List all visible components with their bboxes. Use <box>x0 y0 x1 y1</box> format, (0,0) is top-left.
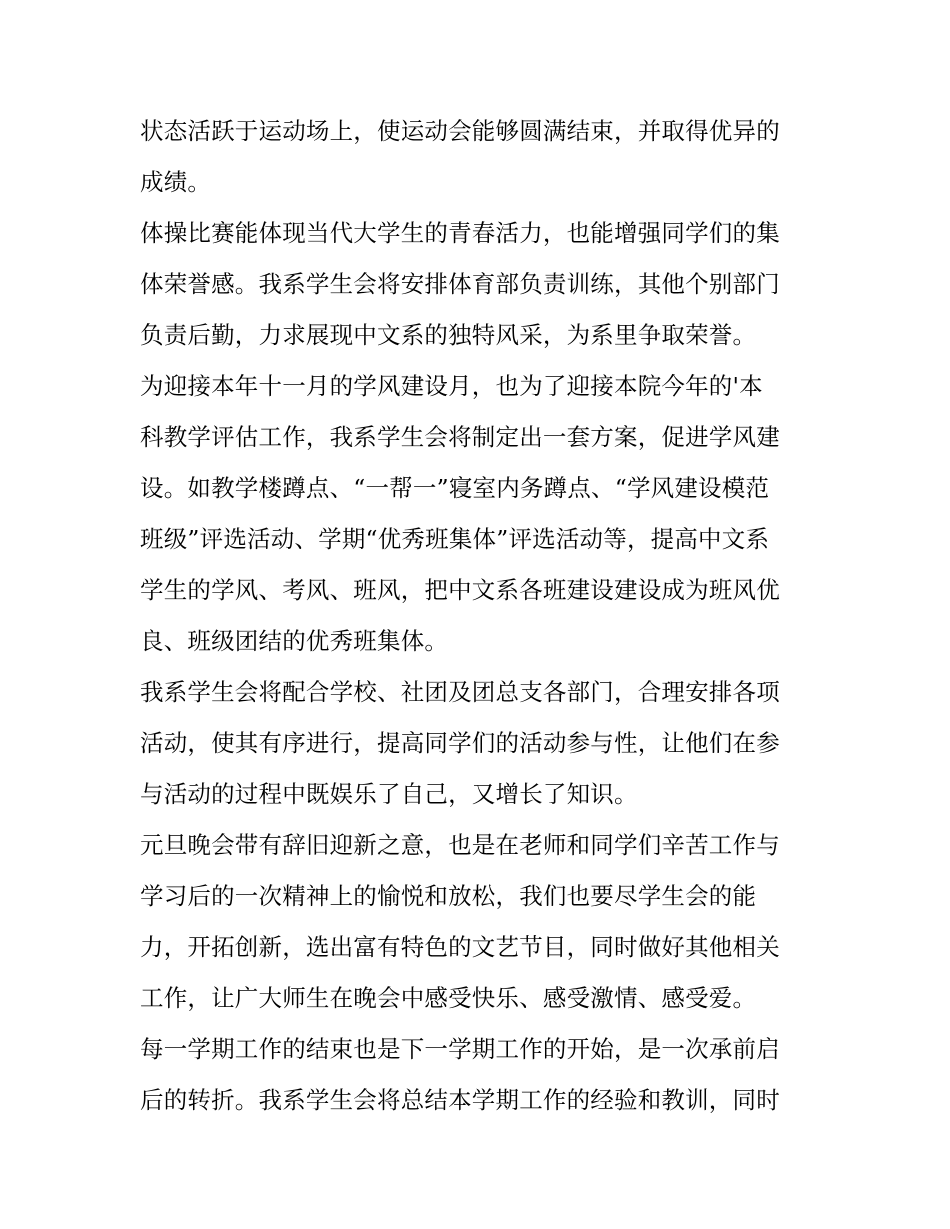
text-line: 活动，使其有序进行，提高同学们的活动参与性，让他们在参 <box>140 729 780 757</box>
text-line: 学生的学风、考风、班风，把中文系各班建设建设成为班风优 <box>140 576 780 604</box>
text-line: 设。如教学楼蹲点、“一帮一”寝室内务蹲点、“学风建设模范 <box>140 474 770 502</box>
text-line: 体操比赛能体现当代大学生的青春活力，也能增强同学们的集 <box>140 219 780 247</box>
text-line: 班级”评选活动、学期“优秀班集体”评选活动等，提高中文系 <box>140 525 770 553</box>
text-line: 负责后勤，力求展现中文系的独特风采，为系里争取荣誉。 <box>140 321 757 349</box>
document-body <box>140 106 820 1126</box>
text-line: 与活动的过程中既娱乐了自己，又增长了知识。 <box>140 780 638 808</box>
text-line: 科教学评估工作，我系学生会将制定出一套方案，促进学风建 <box>140 423 780 451</box>
text-line: 工作，让广大师生在晚会中感受快乐、感受激情、感受爱。 <box>140 984 757 1012</box>
text-line: 我系学生会将配合学校、社团及团总支各部门，合理安排各项 <box>140 678 780 706</box>
text-line: 良、班级团结的优秀班集体。 <box>140 627 449 655</box>
text-line: 元旦晚会带有辞旧迎新之意，也是在老师和同学们辛苦工作与 <box>140 831 780 859</box>
text-line: 状态活跃于运动场上，使运动会能够圆满结束，并取得优异的 <box>140 117 780 145</box>
text-line: 为迎接本年十一月的学风建设月，也为了迎接本院今年的'本 <box>140 372 763 400</box>
text-line: 后的转折。我系学生会将总结本学期工作的经验和教训，同时 <box>140 1086 780 1114</box>
text-line: 每一学期工作的结束也是下一学期工作的开始，是一次承前启 <box>140 1035 780 1063</box>
text-line: 学习后的一次精神上的愉悦和放松，我们也要尽学生会的能 <box>140 882 757 910</box>
text-line: 力，开拓创新，选出富有特色的文艺节目，同时做好其他相关 <box>140 933 780 961</box>
text-line: 体荣誉感。我系学生会将安排体育部负责训练，其他个别部门 <box>140 270 780 298</box>
text-line: 成绩。 <box>140 168 212 196</box>
